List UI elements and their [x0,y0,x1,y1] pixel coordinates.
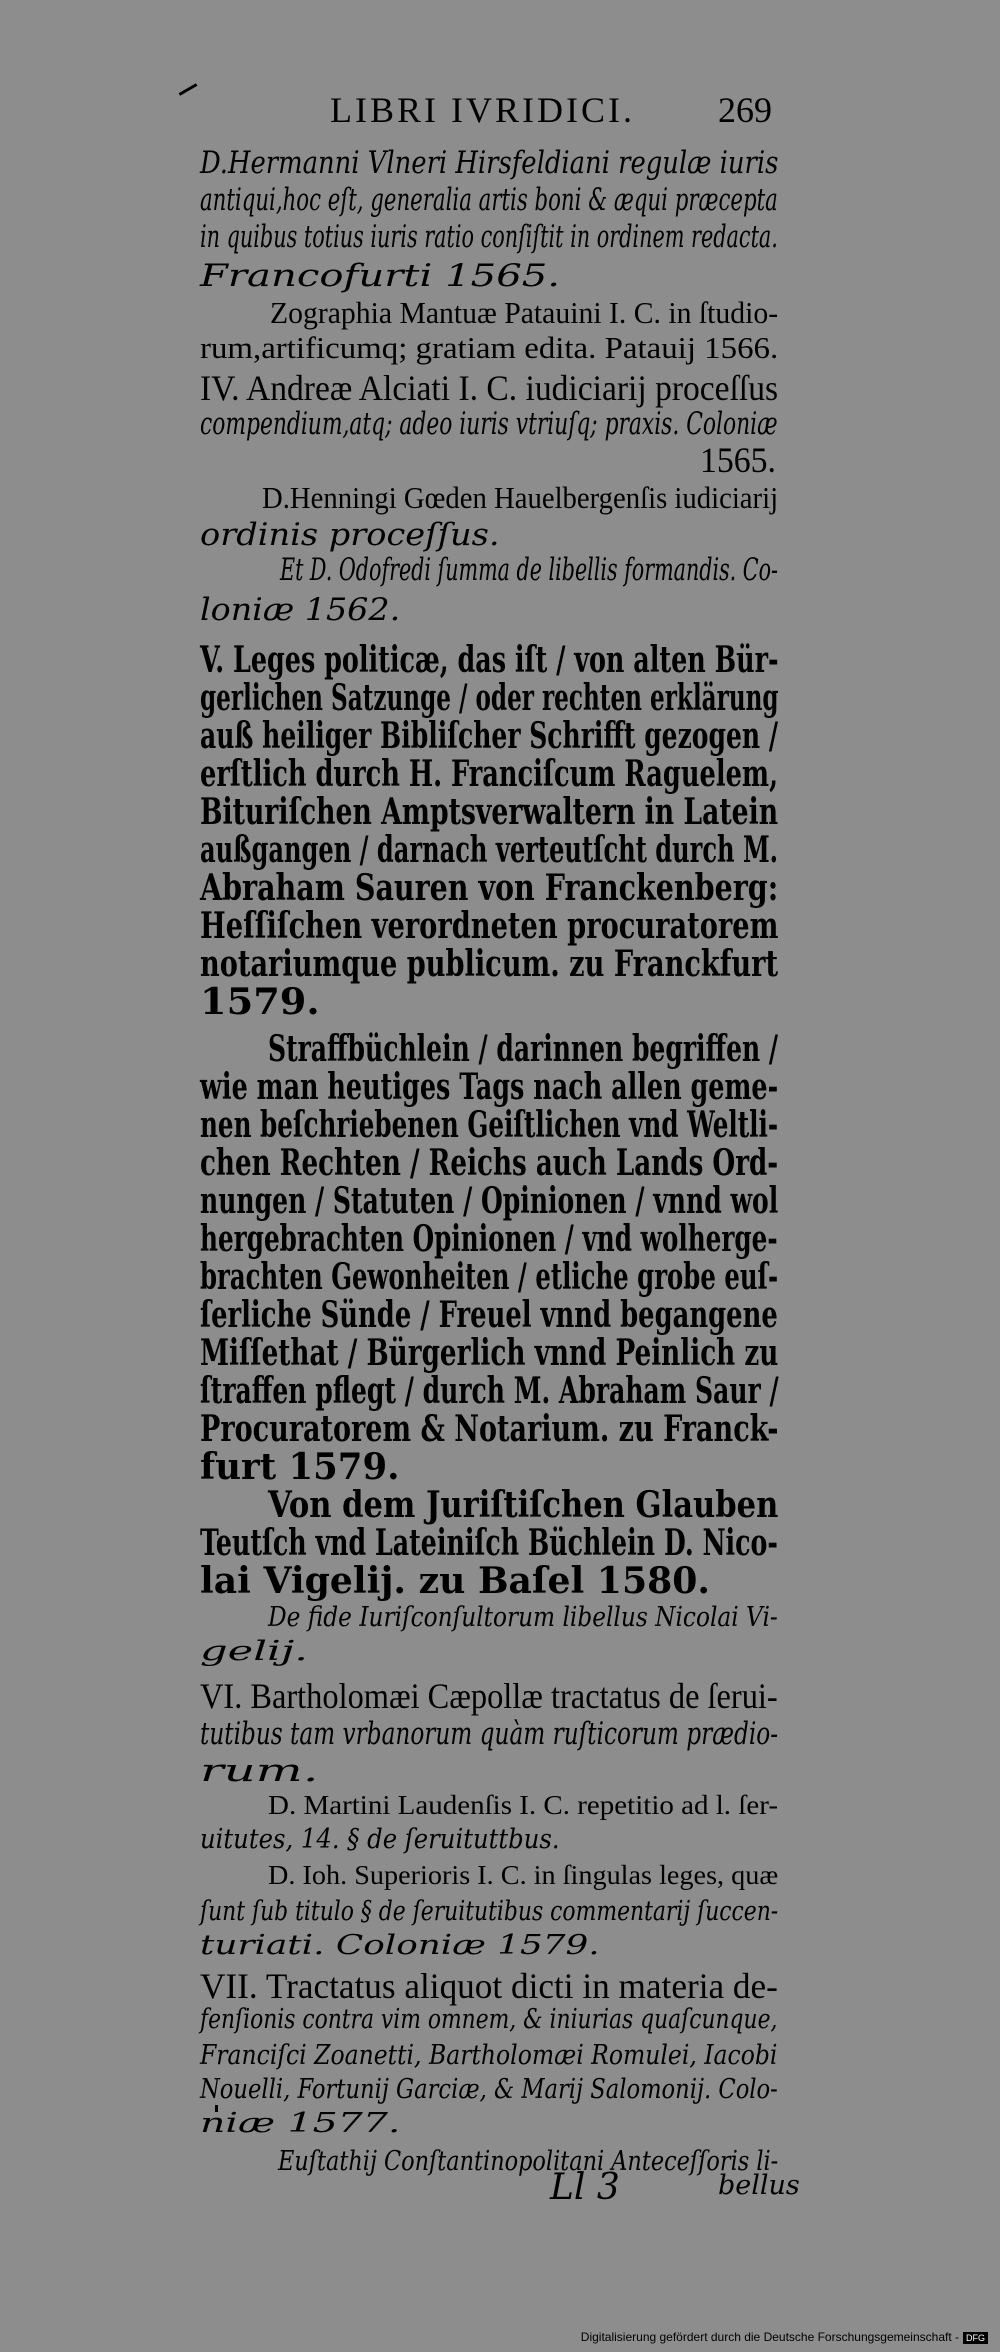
text-line: D.Hermanni Vlneri Hirsfeldiani regulæ iuris [200,145,779,181]
text-line: rum. [200,1753,319,1789]
text-line: D.Henningi Gœden Hauelbergenſis iudiciarij [262,480,779,515]
catchword: bellus [718,2170,800,2201]
text-line: compendium,atq; adeo iuris vtriuſq; praxis. Coloniæ [200,406,778,442]
text-line: erſtlich durch H. Franciſcum Raguelem, [200,753,779,795]
text-line: Zographia Mantuæ Patauini I. C. in ſtudio- [270,295,779,330]
text-line: antiqui,hoc eſt, generalia artis boni & æqui præcepta [200,182,778,218]
footer [581,2330,988,2344]
text-line: 1579. [200,981,320,1023]
text-line: Nouelli, Fortunij Garciæ, & Marij Salomonij. Colo- [200,2074,778,2105]
text-line: Euſtathij Conſtantinopolitani Anteceſſoris li- [278,2146,779,2177]
text-line: lai Vigelij. zu Baſel 1580. [200,1560,710,1602]
text-line: Et D. Odofredi ſumma de libellis formandis. Co- [280,552,779,588]
text-line: Miſſethat / Bürgerlich vnnd Peinlich zu [200,1332,779,1374]
signature-mark: Ll 3 [550,2167,620,2208]
footer-credit: Digitalisierung gefördert durch die Deutsche Forschungsgemeinschaft - [580,2330,959,2344]
text-line: D. Ioh. Superioris I. C. in ſingulas leges, quæ [268,1860,779,1890]
ink-mark [179,83,198,96]
text-line: außgangen / darnach verteutſcht durch M. [200,829,779,871]
text-line: Straffbüchlein / darinnen begriffen / [268,1028,779,1070]
text-line: Abraham Sauren von Franckenberg: [200,867,779,909]
text-line: furt 1579. [200,1446,400,1488]
text-line: fenſionis contra vim omnem, & iniurias quaſcunque, [200,2004,778,2035]
text-line: D. Martini Laudenſis I. C. repetitio ad l. ſer- [268,1790,778,1820]
text-line: De fide Iuriſconſultorum libellus Nicolai Vi- [268,1602,778,1633]
text-line: ordinis proceſſus. [200,517,500,553]
text-line: Bituriſchen Amptsverwaltern in Latein [200,791,779,833]
text-line: VII. Tractatus aliquot dicti in materia de- [200,1966,778,2006]
page-number: 269 [718,90,772,130]
text-line: tutibus tam vrbanorum quàm ruſticorum prædio- [200,1716,779,1752]
text-line: VI. Bartholomæi Cæpollæ tractatus de ſerui- [200,1676,778,1716]
text-line: Heſſiſchen verordneten procuratorem [200,905,779,947]
text-line: loniæ 1562. [200,592,401,628]
text-line: uitutes, 14. § de ſeruituttbus. [200,1824,560,1855]
text-line: ſtraffen pflegt / durch M. Abraham Saur / [200,1370,779,1412]
text-line: Von dem Juriſtiſchen Glauben [268,1484,779,1526]
text-line: auß heiliger Bibliſcher Schrifft gezogen / [200,715,778,757]
text-line: brachten Gewonheiten / etliche grobe euſ- [200,1256,779,1298]
text-line: Procuratorem & Notarium. zu Franck- [200,1408,779,1450]
text-line: turiati. Coloniæ 1579. [200,1930,600,1961]
text-line: niæ 1577. [200,2108,401,2139]
text-line: Francofurti 1565. [200,258,561,294]
dfg-logo: DFG [963,2332,988,2344]
text-line: 1565. [700,440,776,480]
text-line: hergebrachten Opinionen / vnd wolherge- [200,1218,778,1260]
text-line: in quibus totius iuris ratio conſiſtit in ordinem redacta. [200,219,778,255]
text-line: nen beſchriebenen Geiſtlichen vnd Weltli- [200,1104,779,1146]
text-line: Teutſch vnd Lateiniſch Büchlein D. Nico- [200,1522,778,1564]
text-line: IV. Andreæ Alciati I. C. iudiciarij proceſſus [200,368,779,408]
text-line: nungen / Statuten / Opinionen / vnnd wol [200,1180,779,1222]
text-line: notariumque publicum. zu Franckfurt [200,943,779,985]
text-line: chen Rechten / Reichs auch Lands Ord- [200,1142,779,1184]
text-line: ſerliche Sünde / Freuel vnnd begangene [200,1294,778,1336]
text-line: wie man heutiges Tags nach allen geme- [200,1066,779,1108]
text-line: gelij. [200,1636,308,1667]
text-line: V. Leges politicæ, das iſt / von alten Bür- [200,639,779,681]
text-line: ſunt ſub titulo § de ſeruitutibus commentarij ſuccen- [200,1896,779,1927]
running-title: LIBRI IVRIDICI. [330,90,635,130]
text-line: rum,artificumq; gratiam edita. Patauij 1566. [200,330,779,365]
text-line: gerlichen Satzunge / oder rechten erklärung [200,677,779,719]
text-line: Franciſci Zoanetti, Bartholomæi Romulei, Iacobi [200,2040,778,2071]
